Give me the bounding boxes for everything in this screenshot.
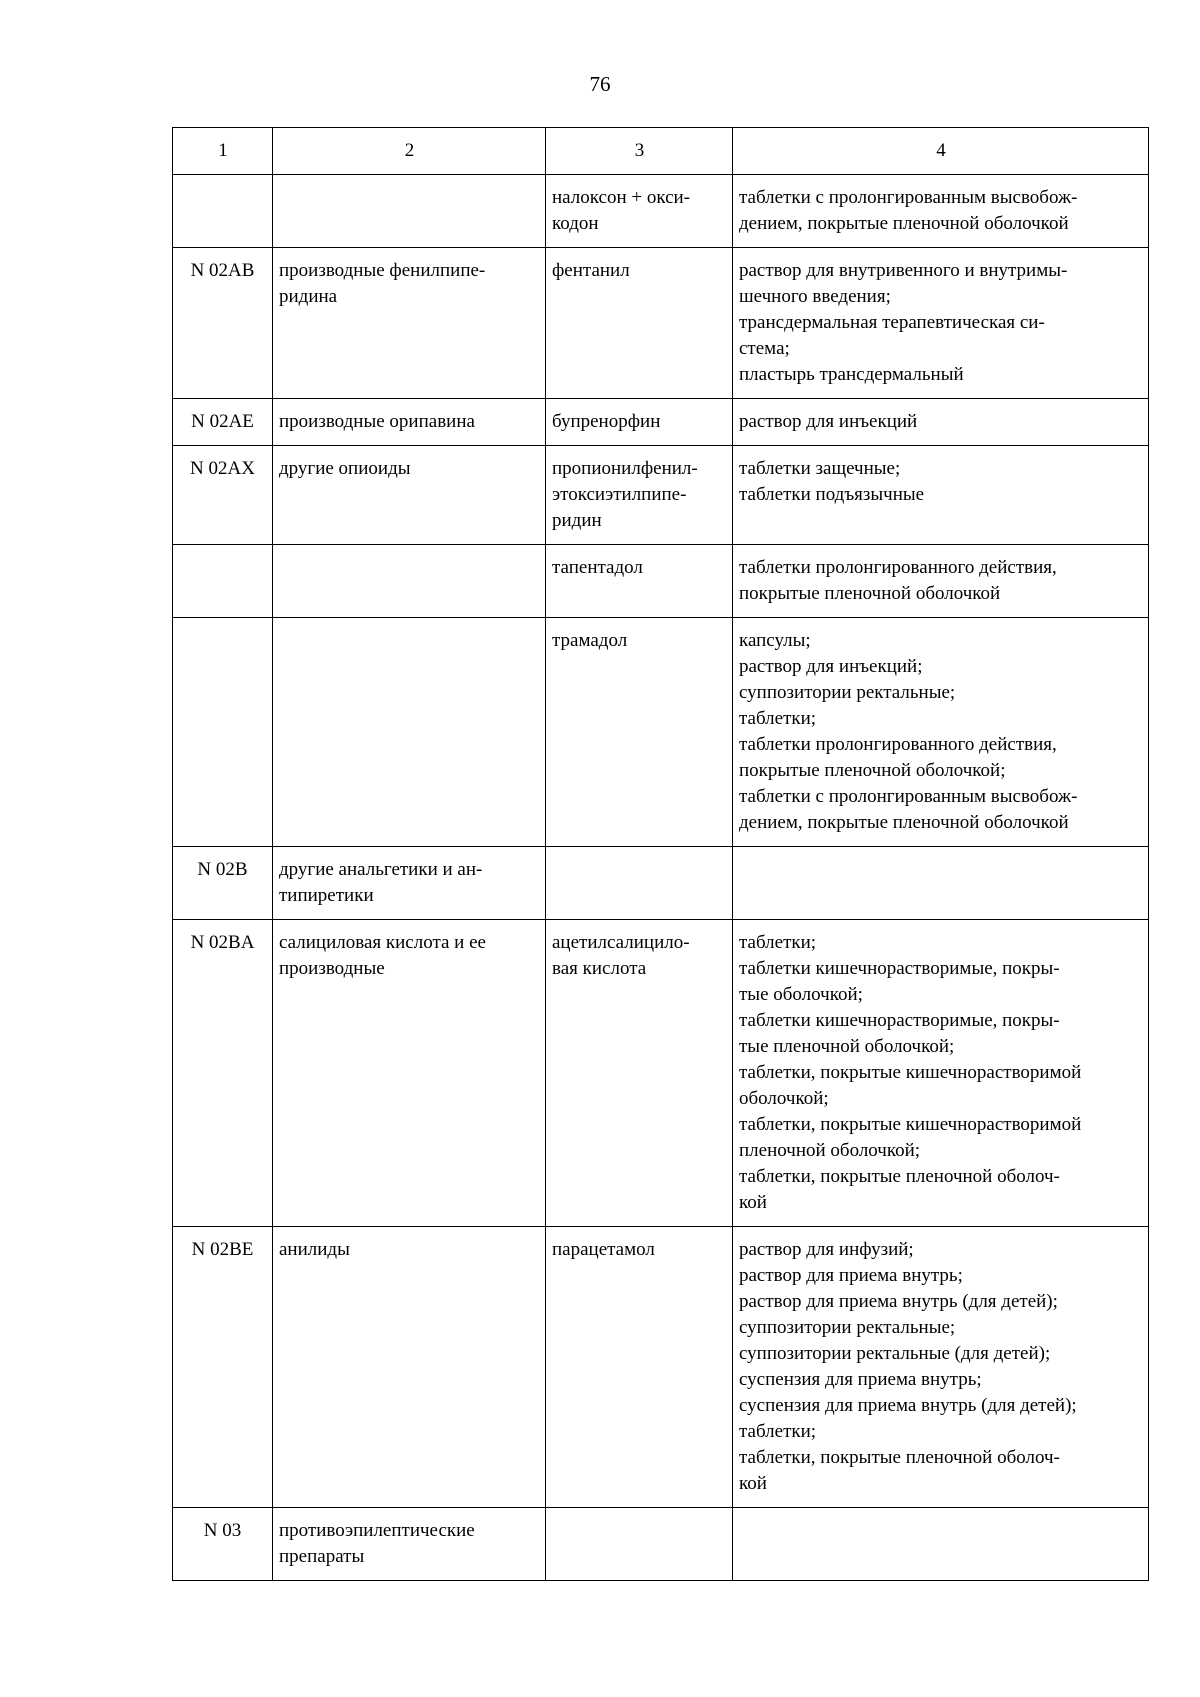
column-header-2: 2	[273, 128, 546, 175]
group-cell: другие анальгетики и ан- типиретики	[273, 847, 546, 920]
dosage-forms-cell: таблетки; таблетки кишечнорастворимые, покры- тые оболочкой; таблетки кишечнорастворимые, покры- тые пленочной оболочкой; таблетки, покрытые кишечнорастворимой оболочкой; таблетки, покрытые кишечнорастворимой пленочной оболочкой; таблетки, покрытые пленочной оболоч- кой	[733, 920, 1149, 1227]
table-row	[173, 248, 1149, 399]
atc-code-cell: N 02BE	[173, 1227, 273, 1508]
group-cell: другие опиоиды	[273, 446, 546, 545]
dosage-forms-cell: раствор для инъекций	[733, 399, 1149, 446]
group-cell: производные орипавина	[273, 399, 546, 446]
substance-cell: парацетамол	[546, 1227, 733, 1508]
atc-code-cell: N 03	[173, 1508, 273, 1581]
column-header-3: 3	[546, 128, 733, 175]
atc-code-cell: N 02AB	[173, 248, 273, 399]
substance-cell: тапентадол	[546, 545, 733, 618]
atc-code-cell	[173, 545, 273, 618]
column-header-4: 4	[733, 128, 1149, 175]
dosage-forms-cell: таблетки защечные; таблетки подъязычные	[733, 446, 1149, 545]
substance-cell	[546, 1508, 733, 1581]
group-cell	[273, 618, 546, 847]
drug-table	[172, 127, 1149, 1581]
substance-cell: ацетилсалицило- вая кислота	[546, 920, 733, 1227]
table-row	[173, 920, 1149, 1227]
atc-code-cell: N 02B	[173, 847, 273, 920]
dosage-forms-cell	[733, 847, 1149, 920]
table-row	[173, 446, 1149, 545]
group-cell: производные фенилпипе- ридина	[273, 248, 546, 399]
substance-cell: налоксон + окси- кодон	[546, 175, 733, 248]
table-row	[173, 175, 1149, 248]
table-row	[173, 847, 1149, 920]
dosage-forms-cell	[733, 1508, 1149, 1581]
group-cell	[273, 175, 546, 248]
substance-cell: трамадол	[546, 618, 733, 847]
dosage-forms-cell: таблетки с пролонгированным высвобож- дением, покрытые пленочной оболочкой	[733, 175, 1149, 248]
substance-cell: пропионилфенил- этоксиэтилпипе- ридин	[546, 446, 733, 545]
group-cell: противоэпилептические препараты	[273, 1508, 546, 1581]
dosage-forms-cell: раствор для внутривенного и внутримы- шечного введения; трансдермальная терапевтическая си- стема; пластырь трансдермальный	[733, 248, 1149, 399]
substance-cell	[546, 847, 733, 920]
substance-cell: фентанил	[546, 248, 733, 399]
column-header-1: 1	[173, 128, 273, 175]
atc-code-cell: N 02BA	[173, 920, 273, 1227]
group-cell: салициловая кислота и ее производные	[273, 920, 546, 1227]
table-row	[173, 1227, 1149, 1508]
dosage-forms-cell: таблетки пролонгированного действия, покрытые пленочной оболочкой	[733, 545, 1149, 618]
atc-code-cell: N 02AX	[173, 446, 273, 545]
substance-cell: бупренорфин	[546, 399, 733, 446]
table-row	[173, 618, 1149, 847]
table-row	[173, 1508, 1149, 1581]
atc-code-cell	[173, 175, 273, 248]
page-number: 76	[589, 72, 611, 96]
dosage-forms-cell: капсулы; раствор для инъекций; суппозитории ректальные; таблетки; таблетки пролонгированного действия, покрытые пленочной оболочкой; таблетки с пролонгированным высвобож- дением, покрытые пленочной оболочкой	[733, 618, 1149, 847]
table-row	[173, 545, 1149, 618]
group-cell: анилиды	[273, 1227, 546, 1508]
table-row	[173, 399, 1149, 446]
table-header-row	[173, 128, 1149, 175]
atc-code-cell	[173, 618, 273, 847]
dosage-forms-cell: раствор для инфузий; раствор для приема внутрь; раствор для приема внутрь (для детей); суппозитории ректальные; суппозитории ректальные (для детей); суспензия для приема внутрь; суспензия для приема внутрь (для детей); таблетки; таблетки, покрытые пленочной оболоч- кой	[733, 1227, 1149, 1508]
group-cell	[273, 545, 546, 618]
atc-code-cell: N 02AE	[173, 399, 273, 446]
